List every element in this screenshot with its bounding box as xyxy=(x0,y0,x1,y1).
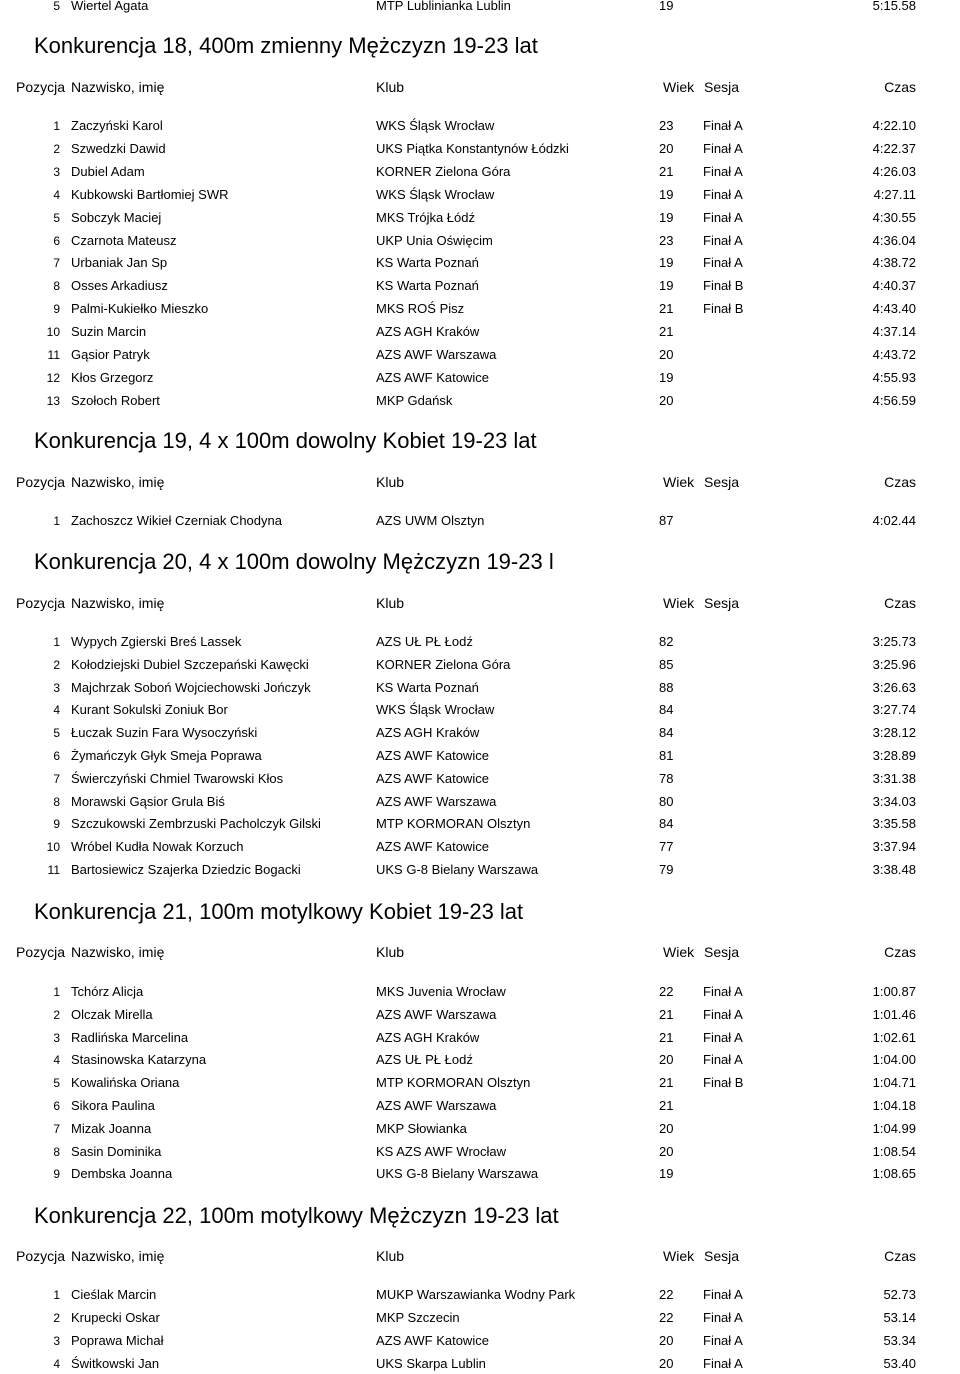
name-cell: Czarnota Mateusz xyxy=(71,233,177,248)
name-cell: Gąsior Patryk xyxy=(71,347,150,362)
header-position: Pozycja xyxy=(16,79,66,95)
position-cell: 8 xyxy=(53,279,60,293)
age-cell: 21 xyxy=(659,301,674,316)
session-cell: Finał A xyxy=(703,141,743,156)
table-row xyxy=(0,391,960,411)
table-header xyxy=(0,593,960,613)
session-cell: Finał A xyxy=(703,187,743,202)
table-row xyxy=(0,276,960,296)
header-name: Nazwisko, imię xyxy=(71,474,165,490)
age-cell: 21 xyxy=(659,1030,674,1045)
table-row xyxy=(0,185,960,205)
age-cell: 81 xyxy=(659,748,674,763)
name-cell: Cieślak Marcin xyxy=(71,1287,157,1302)
time-cell: 4:55.93 xyxy=(872,370,916,385)
time-cell: 4:38.72 xyxy=(872,255,916,270)
age-cell: 78 xyxy=(659,771,674,786)
time-cell: 4:43.72 xyxy=(872,347,916,362)
age-cell: 19 xyxy=(659,370,674,385)
time-cell: 4:56.59 xyxy=(872,393,916,408)
event-title: Konkurencja 20, 4 x 100m dowolny Mężczyzn 19-23 l xyxy=(34,549,554,574)
header-position: Pozycja xyxy=(16,944,66,960)
club-cell: AZS AGH Kraków xyxy=(376,324,480,339)
position-cell: 6 xyxy=(53,234,60,248)
table-row xyxy=(0,700,960,720)
time-cell: 3:34.03 xyxy=(872,794,916,809)
club-cell: MKS Juvenia Wrocław xyxy=(376,984,506,999)
table-row xyxy=(0,982,960,1002)
time-cell: 3:26.63 xyxy=(872,680,916,695)
position-cell: 9 xyxy=(53,817,60,831)
club-cell: MTP KORMORAN Olsztyn xyxy=(376,1075,531,1090)
age-cell: 85 xyxy=(659,657,674,672)
name-cell: Bartosiewicz Szajerka Dziedzic Bogacki xyxy=(71,862,301,877)
position-cell: 1 xyxy=(53,514,60,528)
name-cell: Krupecki Oskar xyxy=(71,1310,160,1325)
age-cell: 87 xyxy=(659,513,674,528)
club-cell: KS Warta Poznań xyxy=(376,255,479,270)
age-cell: 21 xyxy=(659,1098,674,1113)
time-cell: 1:04.99 xyxy=(872,1121,916,1136)
club-cell: AZS AWF Katowice xyxy=(376,748,489,763)
header-age: Wiek xyxy=(663,474,695,490)
header-position: Pozycja xyxy=(16,1248,66,1264)
session-cell: Finał A xyxy=(703,118,743,133)
age-cell: 21 xyxy=(659,1075,674,1090)
position-cell: 7 xyxy=(53,772,60,786)
session-cell: Finał B xyxy=(703,1075,744,1090)
age-cell: 84 xyxy=(659,702,674,717)
table-row xyxy=(0,139,960,159)
name-cell: Kubkowski Bartłomiej SWR xyxy=(71,187,229,202)
name-cell: Szwedzki Dawid xyxy=(71,141,166,156)
position-cell: 1 xyxy=(53,119,60,133)
name-cell: Wróbel Kudła Nowak Korzuch xyxy=(71,839,244,854)
age-cell: 20 xyxy=(659,347,674,362)
time-cell: 3:25.96 xyxy=(872,657,916,672)
table-row xyxy=(0,837,960,857)
time-cell: 53.34 xyxy=(883,1333,916,1348)
age-cell: 80 xyxy=(659,794,674,809)
table-row xyxy=(0,1096,960,1116)
position-cell: 4 xyxy=(53,1053,60,1067)
time-cell: 3:27.74 xyxy=(872,702,916,717)
age-cell: 88 xyxy=(659,680,674,695)
name-cell: Urbaniak Jan Sp xyxy=(71,255,168,270)
header-time: Czas xyxy=(884,944,916,960)
club-cell: AZS UWM Olsztyn xyxy=(376,513,485,528)
time-cell: 53.14 xyxy=(883,1310,916,1325)
time-cell: 3:28.12 xyxy=(872,725,916,740)
table-row xyxy=(0,655,960,675)
table-row xyxy=(0,1164,960,1184)
table-row xyxy=(0,1285,960,1305)
time-cell: 5:15.58 xyxy=(872,0,916,13)
time-cell: 4:36.04 xyxy=(872,233,916,248)
session-cell: Finał B xyxy=(703,278,744,293)
position-cell: 2 xyxy=(53,1008,60,1022)
session-cell: Finał A xyxy=(703,164,743,179)
header-position: Pozycja xyxy=(16,595,66,611)
header-time: Czas xyxy=(884,595,916,611)
event-title: Konkurencja 22, 100m motylkowy Mężczyzn 19-23 lat xyxy=(34,1203,559,1228)
position-cell: 13 xyxy=(46,394,60,408)
header-time: Czas xyxy=(884,79,916,95)
position-cell: 5 xyxy=(53,0,60,13)
time-cell: 1:08.54 xyxy=(872,1144,916,1159)
club-cell: UKS G-8 Bielany Warszawa xyxy=(376,862,539,877)
position-cell: 7 xyxy=(53,1122,60,1136)
table-header xyxy=(0,77,960,97)
club-cell: WKS Śląsk Wrocław xyxy=(376,118,495,133)
position-cell: 9 xyxy=(53,1167,60,1181)
age-cell: 20 xyxy=(659,1144,674,1159)
position-cell: 3 xyxy=(53,1334,60,1348)
age-cell: 23 xyxy=(659,233,674,248)
header-position: Pozycja xyxy=(16,474,66,490)
age-cell: 20 xyxy=(659,393,674,408)
header-club: Klub xyxy=(376,474,405,490)
table-header xyxy=(0,942,960,962)
time-cell: 1:00.87 xyxy=(872,984,916,999)
position-cell: 11 xyxy=(47,863,60,877)
name-cell: Suzin Marcin xyxy=(71,324,147,339)
position-cell: 1 xyxy=(53,635,60,649)
age-cell: 19 xyxy=(659,1166,674,1181)
club-cell: UKP Unia Oświęcim xyxy=(376,233,493,248)
name-cell: Stasinowska Katarzyna xyxy=(71,1052,207,1067)
table-row xyxy=(0,678,960,698)
name-cell: Sobczyk Maciej xyxy=(71,210,162,225)
age-cell: 19 xyxy=(659,187,674,202)
name-cell: Osses Arkadiusz xyxy=(71,278,168,293)
club-cell: WKS Śląsk Wrocław xyxy=(376,702,495,717)
header-time: Czas xyxy=(884,474,916,490)
table-row xyxy=(0,322,960,342)
table-row xyxy=(0,299,960,319)
name-cell: Sikora Paulina xyxy=(71,1098,155,1113)
session-cell: Finał B xyxy=(703,301,744,316)
name-cell: Poprawa Michał xyxy=(71,1333,164,1348)
table-row xyxy=(0,723,960,743)
club-cell: AZS AWF Warszawa xyxy=(376,1007,497,1022)
time-cell: 3:31.38 xyxy=(872,771,916,786)
club-cell: AZS AWF Katowice xyxy=(376,1333,489,1348)
time-cell: 4:40.37 xyxy=(872,278,916,293)
header-club: Klub xyxy=(376,944,405,960)
position-cell: 5 xyxy=(53,211,60,225)
club-cell: KS AZS AWF Wrocław xyxy=(376,1144,507,1159)
name-cell: Zachoszcz Wikieł Czerniak Chodyna xyxy=(71,513,282,528)
club-cell: AZS AWF Warszawa xyxy=(376,794,497,809)
age-cell: 20 xyxy=(659,1356,674,1371)
time-cell: 1:04.00 xyxy=(872,1052,916,1067)
time-cell: 4:37.14 xyxy=(872,324,916,339)
session-cell: Finał A xyxy=(703,210,743,225)
age-cell: 84 xyxy=(659,725,674,740)
event-title: Konkurencja 18, 400m zmienny Mężczyzn 19-23 lat xyxy=(34,33,538,58)
header-session: Sesja xyxy=(704,1248,740,1264)
name-cell: Tchórz Alicja xyxy=(71,984,144,999)
position-cell: 7 xyxy=(53,256,60,270)
position-cell: 1 xyxy=(53,1288,60,1302)
position-cell: 10 xyxy=(46,325,60,339)
age-cell: 19 xyxy=(659,0,674,13)
header-club: Klub xyxy=(376,1248,405,1264)
position-cell: 4 xyxy=(53,703,60,717)
age-cell: 22 xyxy=(659,1310,674,1325)
club-cell: MKP Szczecin xyxy=(376,1310,460,1325)
club-cell: AZS AWF Katowice xyxy=(376,771,489,786)
name-cell: Kłos Grzegorz xyxy=(71,370,154,385)
club-cell: KS Warta Poznań xyxy=(376,680,479,695)
name-cell: Szczukowski Zembrzuski Pacholczyk Gilski xyxy=(71,816,321,831)
name-cell: Szołoch Robert xyxy=(71,393,160,408)
header-session: Sesja xyxy=(704,79,740,95)
table-row xyxy=(0,116,960,136)
age-cell: 20 xyxy=(659,1333,674,1348)
age-cell: 21 xyxy=(659,164,674,179)
event-title: Konkurencja 19, 4 x 100m dowolny Kobiet 19-23 lat xyxy=(34,428,537,453)
time-cell: 4:26.03 xyxy=(872,164,916,179)
time-cell: 1:02.61 xyxy=(872,1030,916,1045)
header-age: Wiek xyxy=(663,595,695,611)
session-cell: Finał A xyxy=(703,1287,743,1302)
age-cell: 79 xyxy=(659,862,674,877)
position-cell: 2 xyxy=(53,142,60,156)
time-cell: 52.73 xyxy=(883,1287,916,1302)
table-row xyxy=(0,1073,960,1093)
time-cell: 3:28.89 xyxy=(872,748,916,763)
time-cell: 1:08.65 xyxy=(872,1166,916,1181)
club-cell: UKS G-8 Bielany Warszawa xyxy=(376,1166,539,1181)
time-cell: 3:38.48 xyxy=(872,862,916,877)
position-cell: 6 xyxy=(53,1099,60,1113)
club-cell: KORNER Zielona Góra xyxy=(376,164,511,179)
club-cell: MKS Trójka Łódź xyxy=(376,210,475,225)
session-cell: Finał A xyxy=(703,1333,743,1348)
position-cell: 10 xyxy=(46,840,60,854)
name-cell: Świerczyński Chmiel Twarowski Kłos xyxy=(71,771,284,786)
position-cell: 5 xyxy=(53,1076,60,1090)
table-row xyxy=(0,1354,960,1374)
header-name: Nazwisko, imię xyxy=(71,79,165,95)
table-row xyxy=(0,860,960,880)
table-row xyxy=(0,231,960,251)
position-cell: 3 xyxy=(53,1031,60,1045)
club-cell: WKS Śląsk Wrocław xyxy=(376,187,495,202)
club-cell: AZS UŁ PŁ Łodź xyxy=(376,1052,473,1067)
club-cell: KORNER Zielona Góra xyxy=(376,657,511,672)
header-age: Wiek xyxy=(663,1248,695,1264)
club-cell: MKP Gdańsk xyxy=(376,393,453,408)
position-cell: 2 xyxy=(53,1311,60,1325)
session-cell: Finał A xyxy=(703,1356,743,1371)
table-row xyxy=(0,511,960,531)
time-cell: 4:27.11 xyxy=(873,187,916,202)
table-row xyxy=(0,769,960,789)
age-cell: 21 xyxy=(659,1007,674,1022)
table-row xyxy=(0,1119,960,1139)
table-row xyxy=(0,746,960,766)
age-cell: 82 xyxy=(659,634,674,649)
name-cell: Wypych Zgierski Breś Lassek xyxy=(71,634,242,649)
time-cell: 4:22.37 xyxy=(872,141,916,156)
session-cell: Finał A xyxy=(703,233,743,248)
club-cell: MKS ROŚ Pisz xyxy=(376,301,465,316)
name-cell: Łuczak Suzin Fara Wysoczyński xyxy=(71,725,258,740)
position-cell: 4 xyxy=(53,1357,60,1371)
table-row xyxy=(0,1308,960,1328)
name-cell: Sasin Dominika xyxy=(71,1144,162,1159)
position-cell: 12 xyxy=(46,371,60,385)
club-cell: AZS AWF Warszawa xyxy=(376,1098,497,1113)
header-name: Nazwisko, imię xyxy=(71,944,165,960)
club-cell: AZS AWF Warszawa xyxy=(376,347,497,362)
session-cell: Finał A xyxy=(703,1030,743,1045)
position-cell: 1 xyxy=(53,985,60,999)
header-session: Sesja xyxy=(704,595,740,611)
age-cell: 20 xyxy=(659,1052,674,1067)
table-row xyxy=(0,1050,960,1070)
table-row-top xyxy=(0,0,960,16)
header-session: Sesja xyxy=(704,944,740,960)
position-cell: 3 xyxy=(53,165,60,179)
time-cell: 1:04.18 xyxy=(872,1098,916,1113)
club-cell: MUKP Warszawianka Wodny Park xyxy=(376,1287,576,1302)
name-cell: Żymańczyk Głyk Smeja Poprawa xyxy=(71,748,262,763)
age-cell: 21 xyxy=(659,324,674,339)
table-row xyxy=(0,1331,960,1351)
club-cell: UKS Piątka Konstantynów Łódzki xyxy=(376,141,569,156)
session-cell: Finał A xyxy=(703,1052,743,1067)
name-cell: Dembska Joanna xyxy=(71,1166,173,1181)
age-cell: 20 xyxy=(659,1121,674,1136)
club-cell: AZS AGH Kraków xyxy=(376,725,480,740)
club-cell: MTP KORMORAN Olsztyn xyxy=(376,816,531,831)
time-cell: 4:22.10 xyxy=(872,118,916,133)
time-cell: 3:25.73 xyxy=(872,634,916,649)
name-cell: Wiertel Agata xyxy=(71,0,149,13)
session-cell: Finał A xyxy=(703,255,743,270)
name-cell: Dubiel Adam xyxy=(71,164,145,179)
event-title: Konkurencja 21, 100m motylkowy Kobiet 19-23 lat xyxy=(34,899,524,924)
position-cell: 5 xyxy=(53,726,60,740)
name-cell: Mizak Joanna xyxy=(71,1121,152,1136)
position-cell: 11 xyxy=(47,348,60,362)
age-cell: 77 xyxy=(659,839,674,854)
club-cell: KS Warta Poznań xyxy=(376,278,479,293)
position-cell: 4 xyxy=(53,188,60,202)
table-row xyxy=(0,1028,960,1048)
position-cell: 6 xyxy=(53,749,60,763)
name-cell: Majchrzak Soboń Wojciechowski Jończyk xyxy=(71,680,311,695)
time-cell: 3:37.94 xyxy=(872,839,916,854)
age-cell: 22 xyxy=(659,984,674,999)
age-cell: 23 xyxy=(659,118,674,133)
time-cell: 1:04.71 xyxy=(872,1075,916,1090)
club-cell: AZS AGH Kraków xyxy=(376,1030,480,1045)
position-cell: 9 xyxy=(53,302,60,316)
header-session: Sesja xyxy=(704,474,740,490)
table-row xyxy=(0,792,960,812)
table-header xyxy=(0,1246,960,1266)
table-row xyxy=(0,208,960,228)
name-cell: Olczak Mirella xyxy=(71,1007,153,1022)
header-name: Nazwisko, imię xyxy=(71,595,165,611)
table-row xyxy=(0,253,960,273)
name-cell: Zaczyński Karol xyxy=(71,118,163,133)
table-row xyxy=(0,814,960,834)
name-cell: Kołodziejski Dubiel Szczepański Kawęcki xyxy=(71,657,309,672)
table-header xyxy=(0,472,960,492)
header-club: Klub xyxy=(376,79,405,95)
club-cell: AZS AWF Katowice xyxy=(376,839,489,854)
age-cell: 22 xyxy=(659,1287,674,1302)
table-row xyxy=(0,1005,960,1025)
table-row xyxy=(0,632,960,652)
session-cell: Finał A xyxy=(703,984,743,999)
club-cell: UKS Skarpa Lublin xyxy=(376,1356,486,1371)
age-cell: 19 xyxy=(659,278,674,293)
name-cell: Świtkowski Jan xyxy=(71,1356,160,1371)
table-row xyxy=(0,162,960,182)
age-cell: 19 xyxy=(659,210,674,225)
time-cell: 4:43.40 xyxy=(872,301,916,316)
club-cell: AZS AWF Katowice xyxy=(376,370,489,385)
club-cell: MTP Lublinianka Lublin xyxy=(376,0,511,13)
age-cell: 84 xyxy=(659,816,674,831)
table-row xyxy=(0,1142,960,1162)
club-cell: AZS UŁ PŁ Łodź xyxy=(376,634,473,649)
time-cell: 53.40 xyxy=(883,1356,916,1371)
position-cell: 2 xyxy=(53,658,60,672)
session-cell: Finał A xyxy=(703,1310,743,1325)
header-time: Czas xyxy=(884,1248,916,1264)
time-cell: 1:01.46 xyxy=(872,1007,916,1022)
header-club: Klub xyxy=(376,595,405,611)
club-cell: MKP Słowianka xyxy=(376,1121,467,1136)
age-cell: 19 xyxy=(659,255,674,270)
age-cell: 20 xyxy=(659,141,674,156)
name-cell: Radlińska Marcelina xyxy=(71,1030,189,1045)
name-cell: Palmi-Kukiełko Mieszko xyxy=(71,301,209,316)
session-cell: Finał A xyxy=(703,1007,743,1022)
position-cell: 8 xyxy=(53,795,60,809)
table-row xyxy=(0,345,960,365)
header-name: Nazwisko, imię xyxy=(71,1248,165,1264)
position-cell: 8 xyxy=(53,1145,60,1159)
header-age: Wiek xyxy=(663,944,695,960)
position-cell: 3 xyxy=(53,681,60,695)
name-cell: Morawski Gąsior Grula Biś xyxy=(71,794,225,809)
table-row xyxy=(0,368,960,388)
name-cell: Kowalińska Oriana xyxy=(71,1075,180,1090)
name-cell: Kurant Sokulski Zoniuk Bor xyxy=(71,702,228,717)
time-cell: 3:35.58 xyxy=(872,816,916,831)
time-cell: 4:02.44 xyxy=(872,513,916,528)
header-age: Wiek xyxy=(663,79,695,95)
time-cell: 4:30.55 xyxy=(872,210,916,225)
